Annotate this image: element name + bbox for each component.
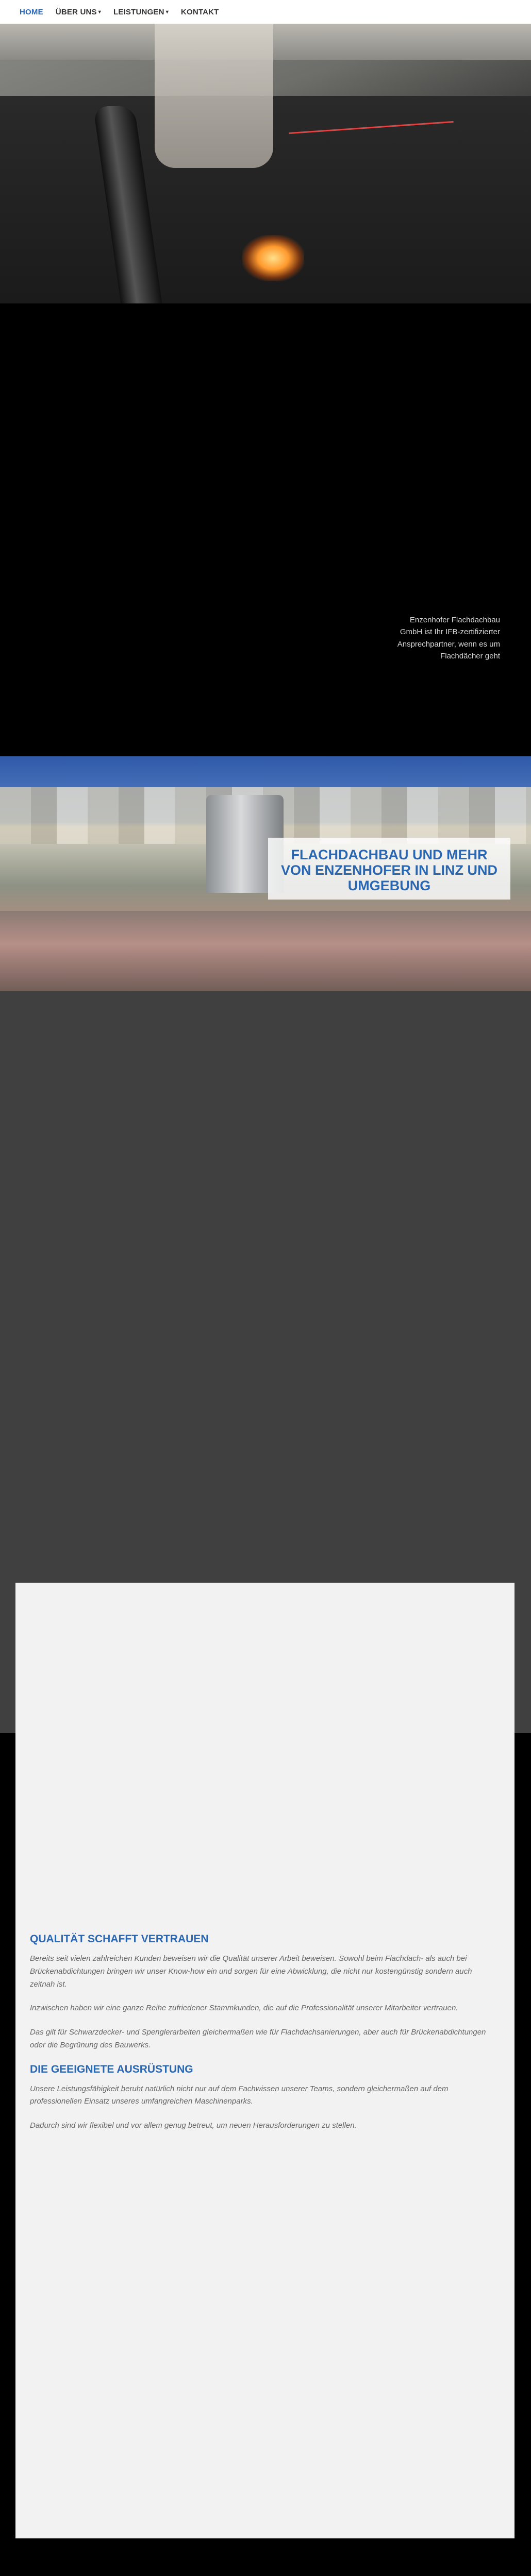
intro-text: Enzenhofer Flachdachbau GmbH ist Ihr IFB-zertifizierter Ansprechpartner, wenn es um Flachdächer geht — [397, 616, 500, 660]
hero2-title-box — [268, 838, 510, 900]
paragraph: Bereits seit vielen zahlreichen Kunden beweisen wir die Qualität unserer Arbeit beweisen. Sowohl beim Flachdach- als auch bei Brückenabdichtungen bringen wir unser Know-how ein und sorgen für eine Abwicklung, die nicht nur kostengünstig sondern auch zeitnah ist. — [30, 1954, 472, 1989]
hero2-green-roof — [0, 911, 531, 991]
hero-image-torch — [0, 24, 531, 303]
section-title: DIE GEEIGNETE AUSRÜSTUNG — [30, 2063, 193, 2075]
paragraph: Das gilt für Schwarzdecker- und Spenglerarbeiten gleichermaßen wie für Flachdachsanierungen, aber auch für Brückenabdichtungen oder die Begrünung des Bauwerks. — [30, 2028, 486, 2049]
nav-item-kontakt[interactable] — [181, 8, 219, 16]
hero-worker — [155, 24, 273, 168]
hero-flame — [242, 235, 304, 281]
hero-image-green-roof — [0, 756, 531, 991]
page-title: FLACHDACHBAU UND MEHR VON ENZENHOFER IN LINZ UND UMGEBUNG — [280, 847, 497, 894]
nav-item-home[interactable] — [20, 8, 43, 16]
nav-item-leistungen[interactable] — [113, 8, 169, 16]
chevron-down-icon: ▾ — [165, 9, 169, 15]
paragraph: Inzwischen haben wir eine ganze Reihe zufriedener Stammkunden, die auf die Professionalität unserer Mitarbeiter vertrauen. — [30, 2004, 458, 2013]
nav-item-label: HOME — [20, 7, 43, 16]
nav-item-label: KONTAKT — [180, 7, 219, 16]
content-card — [15, 1583, 515, 2538]
paragraph: Unsere Leistungsfähigkeit beruht natürlich nicht nur auf dem Fachwissen unserer Teams, sondern gleichermaßen auf dem professionellen Einsatz unseres umfangreichen Maschinenparks. — [30, 2084, 449, 2106]
nav-item-label: LEISTUNGEN — [113, 7, 164, 16]
content-body — [30, 1933, 494, 2144]
main-nav — [0, 0, 531, 24]
nav-item-label: ÜBER UNS — [55, 7, 97, 16]
nav-fade — [335, 0, 531, 24]
nav-item-ueber-uns[interactable] — [56, 8, 101, 16]
paragraph: Dadurch sind wir flexibel und vor allem genug betreut, um neuen Herausforderungen zu stellen. — [30, 2121, 357, 2130]
chevron-down-icon: ▾ — [98, 9, 101, 15]
section-title: QUALITÄT SCHAFFT VERTRAUEN — [30, 1933, 209, 1945]
